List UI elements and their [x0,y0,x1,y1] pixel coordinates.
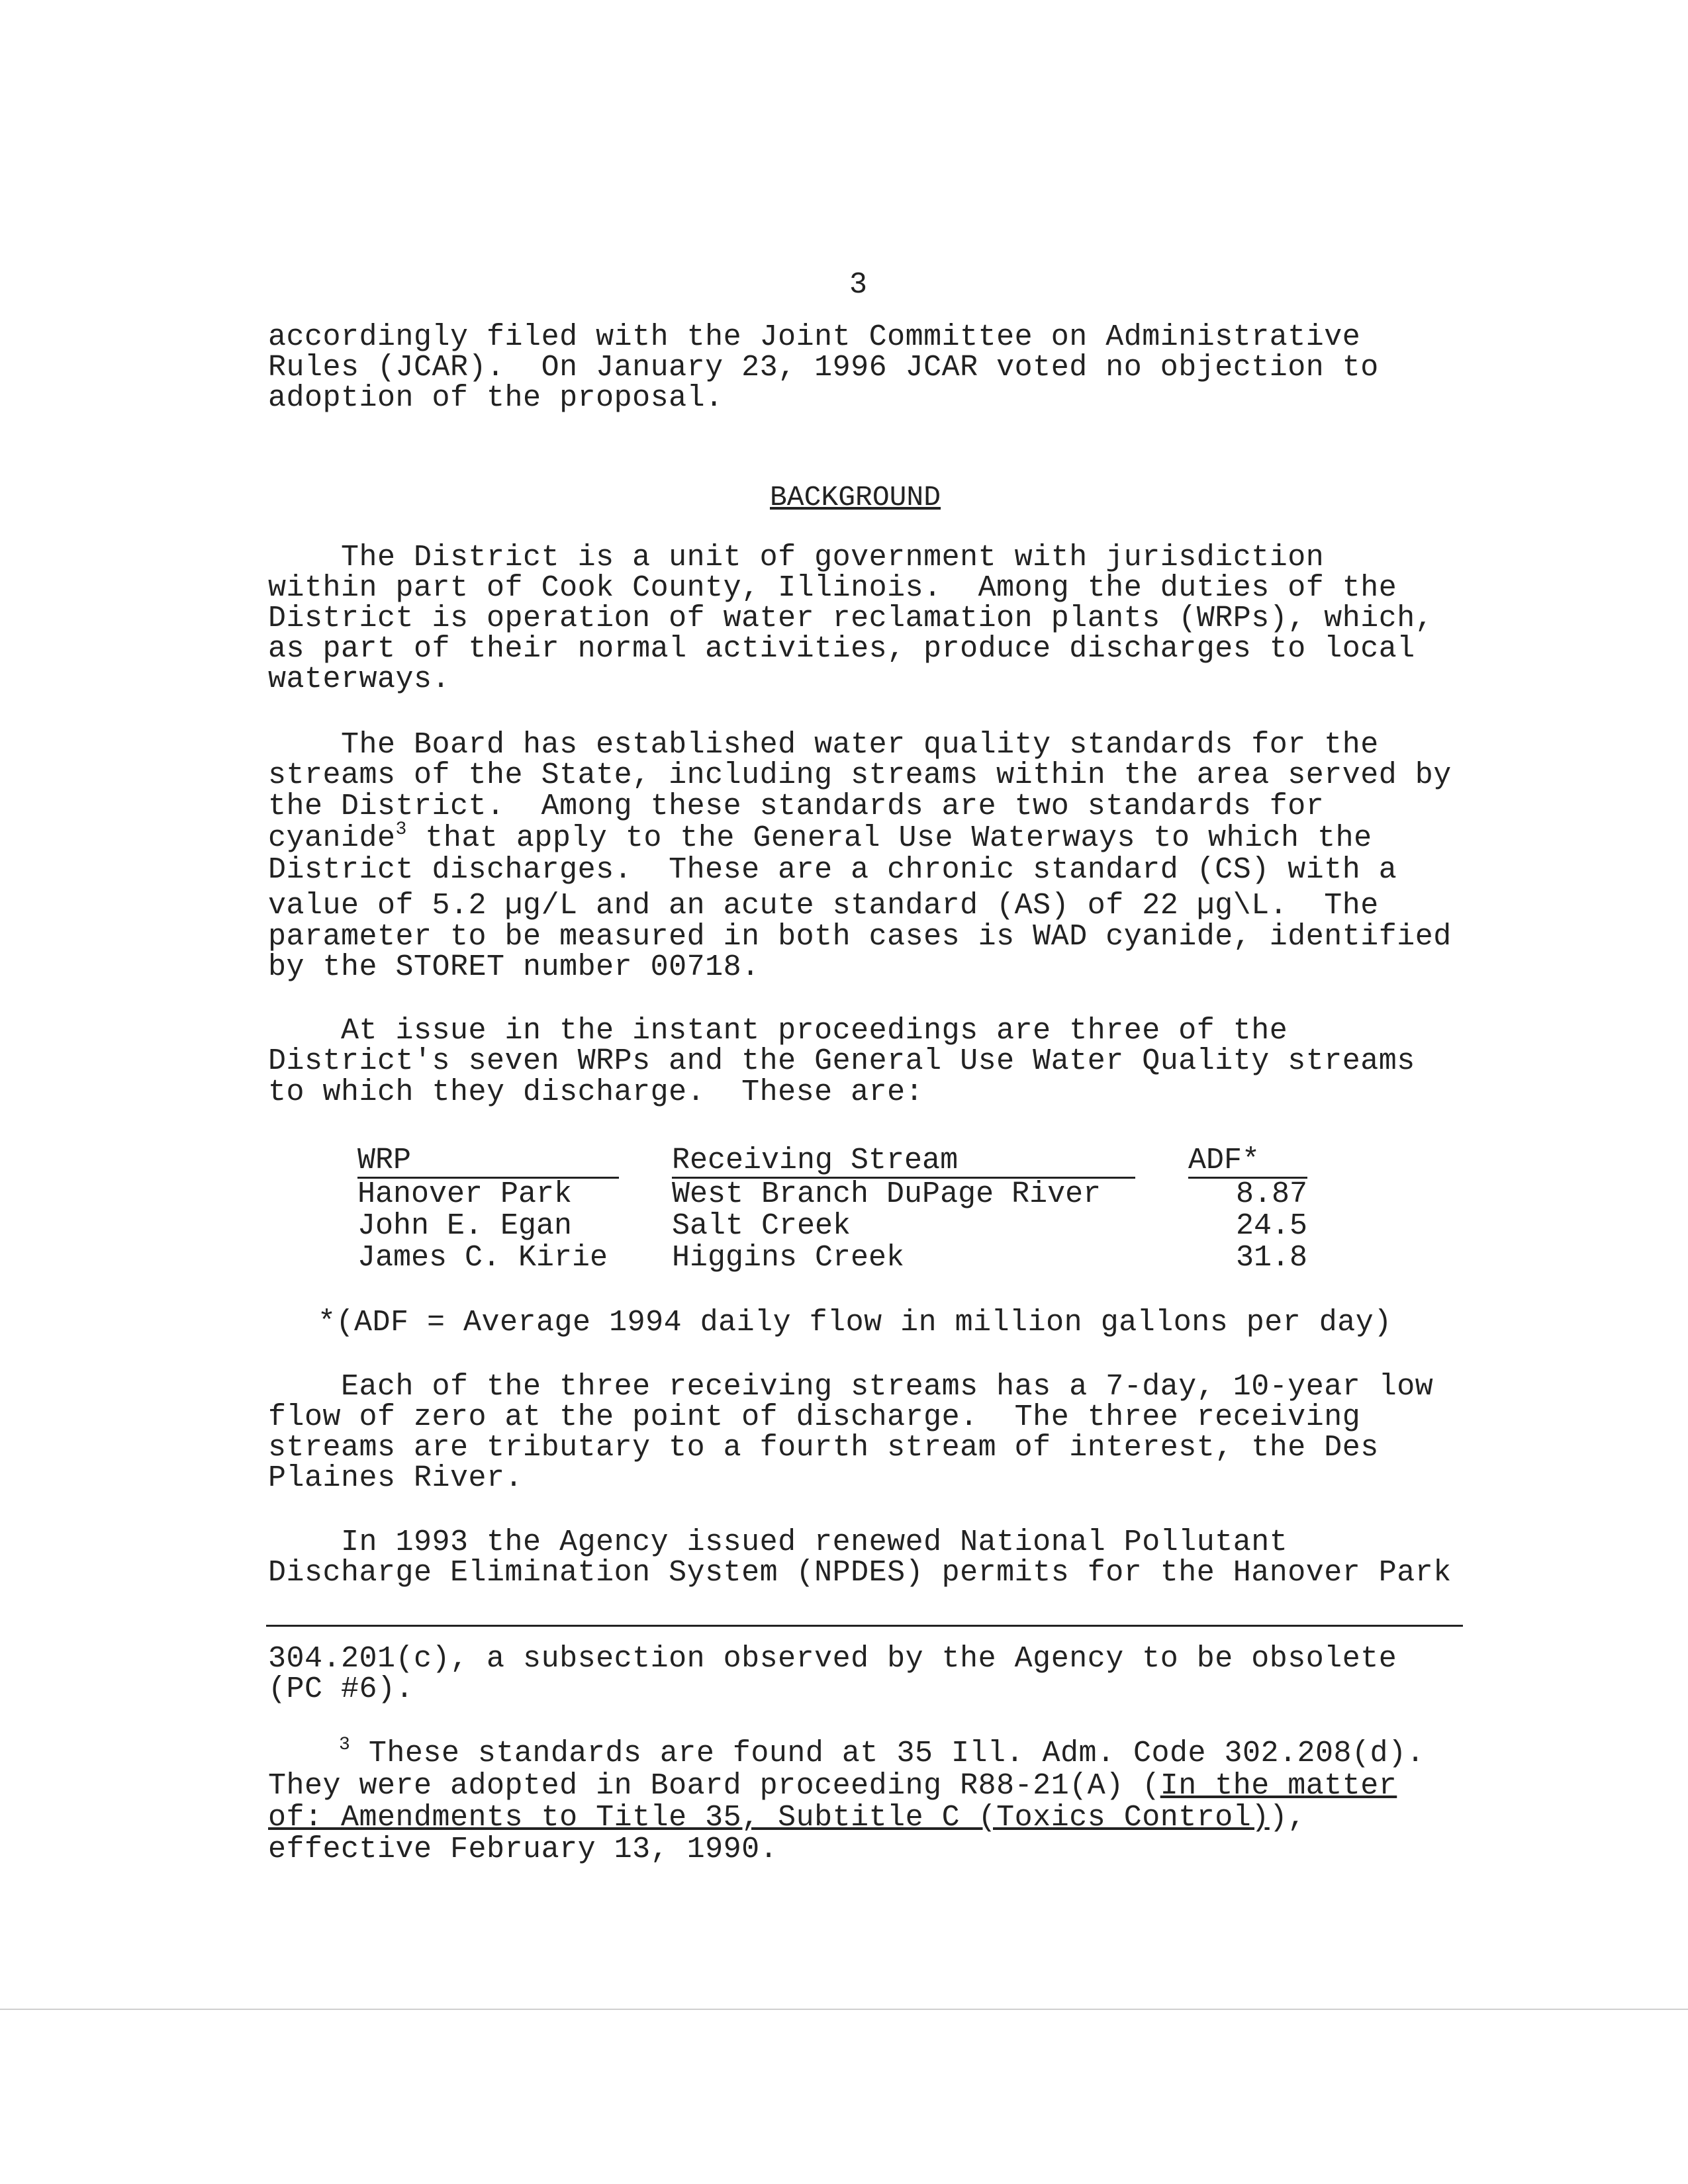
col-gap [619,1145,672,1178]
para3-line-1: At issue in the instant proceedings are three of the [268,1014,1288,1048]
para1-line-4: as part of their normal activities, produce discharges to local [268,632,1415,666]
footnote-marker: 3 [339,1735,351,1755]
para2-line-6: value of 5.2 µg/L and an acute standard (AS) of 22 µg\L. The [268,889,1379,923]
cell-wrp: Hanover Park [357,1177,573,1211]
para5-line-1: In 1993 the Agency issued renewed National Pollutant [268,1525,1288,1559]
footnote-3-text: These standards are found at 35 Ill. Adm. Code 302.208(d). [350,1737,1425,1770]
intro-line-3: adoption of the proposal. [268,381,724,415]
para2-line-5: District discharges. These are a chronic standard (CS) with a [268,853,1397,887]
intro-line-2: Rules (JCAR). On January 23, 1996 JCAR voted no objection to [268,351,1379,385]
para2-line-4-end: that apply to the General Use Waterways to which the [406,821,1372,855]
para2-line-3: the District. Among these standards are two standards for [268,790,1325,823]
para3-line-2: District's seven WRPs and the General Use Water Quality streams [268,1044,1415,1078]
col-header-adf: ADF* [1188,1145,1307,1178]
wrp-table [357,1145,1307,1274]
para2-line-8: by the STORET number 00718. [268,950,760,984]
cell-stream: West Branch DuPage River [672,1177,1102,1211]
footnote-3-line-2-start: They were adopted in Board proceeding R88-21(A) ( [268,1769,1160,1803]
col-header-stream: Receiving Stream [672,1145,1135,1178]
cell-stream: Higgins Creek [672,1241,905,1275]
para3-line-3: to which they discharge. These are: [268,1075,924,1109]
cell-stream: Salt Creek [672,1209,851,1243]
footnote-3-line-3-end: ), [1269,1801,1306,1835]
cell-adf: 31.8 [1235,1241,1307,1275]
scan-artifact-line [0,2009,1688,2010]
intro-line-1: accordingly filed with the Joint Committee on Administrative [268,320,1361,354]
case-title-part-2: of: Amendments to Title 35, Subtitle C (Toxics Control) [268,1801,1270,1835]
footnote-3-line-4: effective February 13, 1990. [268,1833,778,1866]
para2-line-7: parameter to be measured in both cases is WAD cyanide, identified [268,920,1452,954]
wrp-table-header [357,1145,1307,1178]
footnote-cont-line-1: 304.201(c), a subsection observed by the Agency to be obsolete [268,1642,1397,1676]
page-number: 3 [849,268,868,302]
table-row [357,1178,1307,1211]
para4-line-1: Each of the three receiving streams has a 7-day, 10-year low [268,1370,1434,1404]
col-gap [1135,1145,1188,1178]
cell-adf: 8.87 [1235,1177,1307,1211]
para4-line-2: flow of zero at the point of discharge. The three receiving [268,1400,1361,1434]
footnote-divider [266,1625,1463,1627]
footnote-cont-line-2: (PC #6). [268,1672,414,1706]
para1-line-3: District is operation of water reclamation plants (WRPs), which, [268,602,1434,635]
footnote-3-line-3 [268,1803,1306,1833]
para2-line-4-start: cyanide [268,821,396,855]
cell-wrp: James C. Kirie [357,1241,608,1275]
para2-line-1: The Board has established water quality standards for the [268,728,1379,762]
footnote-3-line-2 [268,1771,1397,1801]
col-header-wrp: WRP [357,1145,619,1178]
para4-line-4: Plaines River. [268,1461,524,1495]
para1-line-2: within part of Cook County, Illinois. Among the duties of the [268,571,1397,605]
footnote-ref-3: 3 [395,819,407,840]
para4-line-3: streams are tributary to a fourth stream of interest, the Des [268,1431,1379,1465]
cell-wrp: John E. Egan [357,1209,573,1243]
para2-line-4 [268,819,1372,855]
cell-adf: 24.5 [1235,1209,1307,1243]
table-note: *(ADF = Average 1994 daily flow in million gallons per day) [318,1306,1392,1340]
para5-line-2: Discharge Elimination System (NPDES) permits for the Hanover Park [268,1556,1452,1590]
table-row [357,1242,1307,1274]
footnote-3-line-1 [339,1735,1425,1770]
para1-line-1: The District is a unit of government with jurisdiction [268,541,1325,574]
case-title-part-1: In the matter [1160,1769,1397,1803]
para2-line-2: streams of the State, including streams within the area served by [268,758,1452,792]
section-heading: BACKGROUND [770,481,941,514]
table-row [357,1210,1307,1242]
para1-line-5: waterways. [268,662,451,696]
